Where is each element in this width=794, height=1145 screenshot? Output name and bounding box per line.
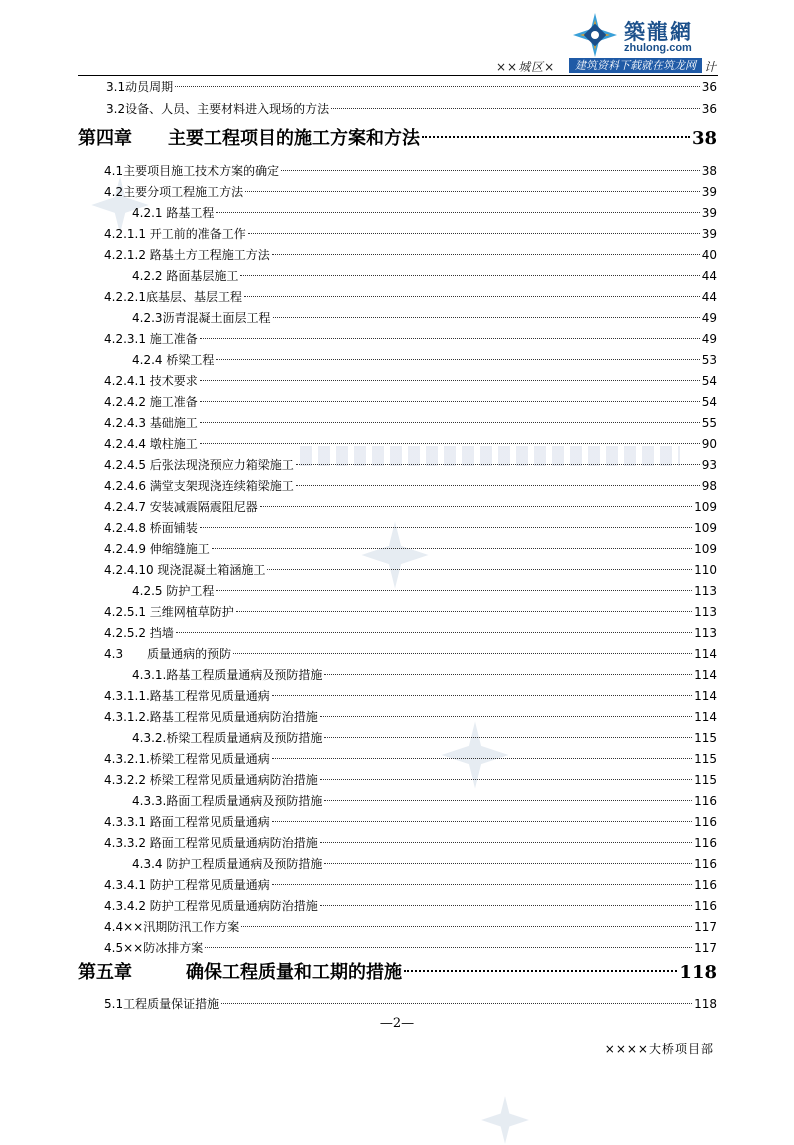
toc-entry[interactable]: 4.3.3.路面工程质量通病及预防措施 116 xyxy=(132,794,717,808)
toc-leader xyxy=(216,359,699,360)
header-suffix: 计 xyxy=(704,60,717,74)
toc-leader xyxy=(245,191,700,192)
toc-entry[interactable]: 4.1主要项目施工技术方案的确定 38 xyxy=(104,164,717,178)
toc-entry[interactable]: 4.5××防冰排方案 117 xyxy=(104,941,717,955)
toc-leader xyxy=(200,338,700,339)
toc-leader xyxy=(272,884,692,885)
toc-leader xyxy=(233,653,692,654)
toc-entry[interactable]: 4.2.1.1 开工前的准备工作 39 xyxy=(104,227,717,241)
header-rule xyxy=(78,75,718,76)
toc-leader xyxy=(273,317,700,318)
toc-chapter-entry[interactable]: 第五章 确保工程质量和工期的措施 118 xyxy=(78,962,717,983)
toc-leader xyxy=(281,170,700,171)
toc-entry[interactable]: 4.2.4.9 伸缩缝施工 109 xyxy=(104,542,717,556)
toc-entry[interactable]: 3.2设备、人员、主要材料进入现场的方法 36 xyxy=(106,102,717,116)
toc-leader xyxy=(331,108,700,109)
toc-leader xyxy=(240,275,699,276)
toc-entry[interactable]: 4.2.3.1 施工准备 49 xyxy=(104,332,717,346)
toc-leader xyxy=(296,464,700,465)
toc-entry[interactable]: 4.3.4 防护工程质量通病及预防措施 116 xyxy=(132,857,717,871)
toc-entry[interactable]: 4.3.2.桥梁工程质量通病及预防措施 115 xyxy=(132,731,717,745)
toc-leader xyxy=(320,842,692,843)
toc-leader xyxy=(267,569,692,570)
toc-entry[interactable]: 4.2.4.7 安装减震隔震阻尼器 109 xyxy=(104,500,717,514)
toc-leader xyxy=(200,401,700,402)
toc-leader xyxy=(236,611,692,612)
toc-entry[interactable]: 4.2.4.8 桥面铺装 109 xyxy=(104,521,717,535)
toc-leader xyxy=(324,737,692,738)
toc-entry[interactable]: 4.3.3.1 路面工程常见质量通病 116 xyxy=(104,815,717,829)
toc-leader xyxy=(272,695,692,696)
toc-entry[interactable]: 4.3.4.1 防护工程常见质量通病 116 xyxy=(104,878,717,892)
toc-entry[interactable]: 4.3.4.2 防护工程常见质量通病防治措施 116 xyxy=(104,899,717,913)
toc-entry[interactable]: 4.2.4.1 技术要求 54 xyxy=(104,374,717,388)
toc-entry[interactable]: 4.3.1.1.路基工程常见质量通病 114 xyxy=(104,689,717,703)
toc-entry[interactable]: 3.1动员周期 36 xyxy=(106,80,717,94)
zhulong-logo xyxy=(572,10,702,62)
toc-entry[interactable]: 4.2.4.10 现浇混凝土箱涵施工 110 xyxy=(104,563,717,577)
toc-leader xyxy=(422,136,690,138)
download-banner[interactable]: 建筑资料下载就在筑龙网 xyxy=(569,58,702,73)
toc-entry[interactable]: 4.2.5.1 三维网植草防护 113 xyxy=(104,605,717,619)
toc-entry[interactable]: 4.2.2 路面基层施工 44 xyxy=(132,269,717,283)
toc-leader xyxy=(200,422,700,423)
toc-entry[interactable]: 4.2.5.2 挡墙 113 xyxy=(104,626,717,640)
toc-leader xyxy=(320,779,692,780)
toc-leader xyxy=(241,926,692,927)
toc-entry[interactable]: 4.3.1.路基工程质量通病及预防措施 114 xyxy=(132,668,717,682)
toc-entry[interactable]: 4.2.1.2 路基土方工程施工方法 40 xyxy=(104,248,717,262)
toc-entry[interactable]: 4.2主要分项工程施工方法 39 xyxy=(104,185,717,199)
watermark-logo-icon xyxy=(480,1095,530,1145)
toc-entry[interactable]: 4.2.4.4 墩柱施工 90 xyxy=(104,437,717,451)
toc-entry[interactable]: 5.1工程质量保证措施 118 xyxy=(104,997,717,1011)
toc-leader xyxy=(272,821,692,822)
toc-leader xyxy=(200,443,700,444)
toc-entry[interactable]: 4.2.4.5 后张法现浇预应力箱梁施工 93 xyxy=(104,458,717,472)
toc-leader xyxy=(320,905,692,906)
toc-entry[interactable]: 4.2.5 防护工程 113 xyxy=(132,584,717,598)
logo-name: 築龍網 xyxy=(624,19,693,44)
toc-leader xyxy=(320,716,692,717)
toc-leader xyxy=(212,548,692,549)
toc-leader xyxy=(324,800,692,801)
toc-leader xyxy=(272,758,692,759)
toc-entry[interactable]: 4.3 质量通病的预防 114 xyxy=(104,647,717,661)
toc-leader xyxy=(260,506,692,507)
toc-entry[interactable]: 4.2.2.1底基层、基层工程 44 xyxy=(104,290,717,304)
toc-leader xyxy=(176,632,692,633)
page-number: —2— xyxy=(379,1016,415,1031)
toc-leader xyxy=(216,590,692,591)
toc-entry[interactable]: 4.2.4 桥梁工程 53 xyxy=(132,353,717,367)
logo-domain: zhulong.com xyxy=(624,42,692,54)
toc-entry[interactable]: 4.2.4.3 基础施工 55 xyxy=(104,416,717,430)
toc-leader xyxy=(244,296,700,297)
toc-leader xyxy=(205,947,692,948)
toc-leader xyxy=(216,212,699,213)
toc-leader xyxy=(200,380,700,381)
toc-entry[interactable]: 4.2.1 路基工程 39 xyxy=(132,206,717,220)
toc-entry[interactable]: 4.2.3沥青混凝土面层工程 49 xyxy=(132,311,717,325)
toc-leader xyxy=(248,233,700,234)
toc-leader xyxy=(272,254,700,255)
header-title-text: ××城区× xyxy=(496,60,556,74)
toc-entry[interactable]: 4.2.4.2 施工准备 54 xyxy=(104,395,717,409)
toc-entry[interactable]: 4.3.1.2.路基工程常见质量通病防治措施 114 xyxy=(104,710,717,724)
footer-org: ××××大桥项目部 xyxy=(604,1042,714,1056)
toc-chapter-entry[interactable]: 第四章 主要工程项目的施工方案和方法 38 xyxy=(78,128,717,149)
toc-leader xyxy=(200,527,692,528)
toc-leader xyxy=(296,485,700,486)
toc-entry[interactable]: 4.3.2.1.桥梁工程常见质量通病 115 xyxy=(104,752,717,766)
toc-entry[interactable]: 4.2.4.6 满堂支架现浇连续箱梁施工 98 xyxy=(104,479,717,493)
toc-leader xyxy=(324,674,692,675)
header-title xyxy=(496,58,555,75)
toc-leader xyxy=(175,86,700,87)
toc-leader xyxy=(324,863,692,864)
toc-entry[interactable]: 4.3.2.2 桥梁工程常见质量通病防治措施 115 xyxy=(104,773,717,787)
toc-leader xyxy=(221,1003,692,1004)
toc-entry[interactable]: 4.4××汛期防汛工作方案 117 xyxy=(104,920,717,934)
toc-leader xyxy=(404,970,677,972)
toc-entry[interactable]: 4.3.3.2 路面工程常见质量通病防治措施 116 xyxy=(104,836,717,850)
logo-star-icon xyxy=(572,12,618,58)
